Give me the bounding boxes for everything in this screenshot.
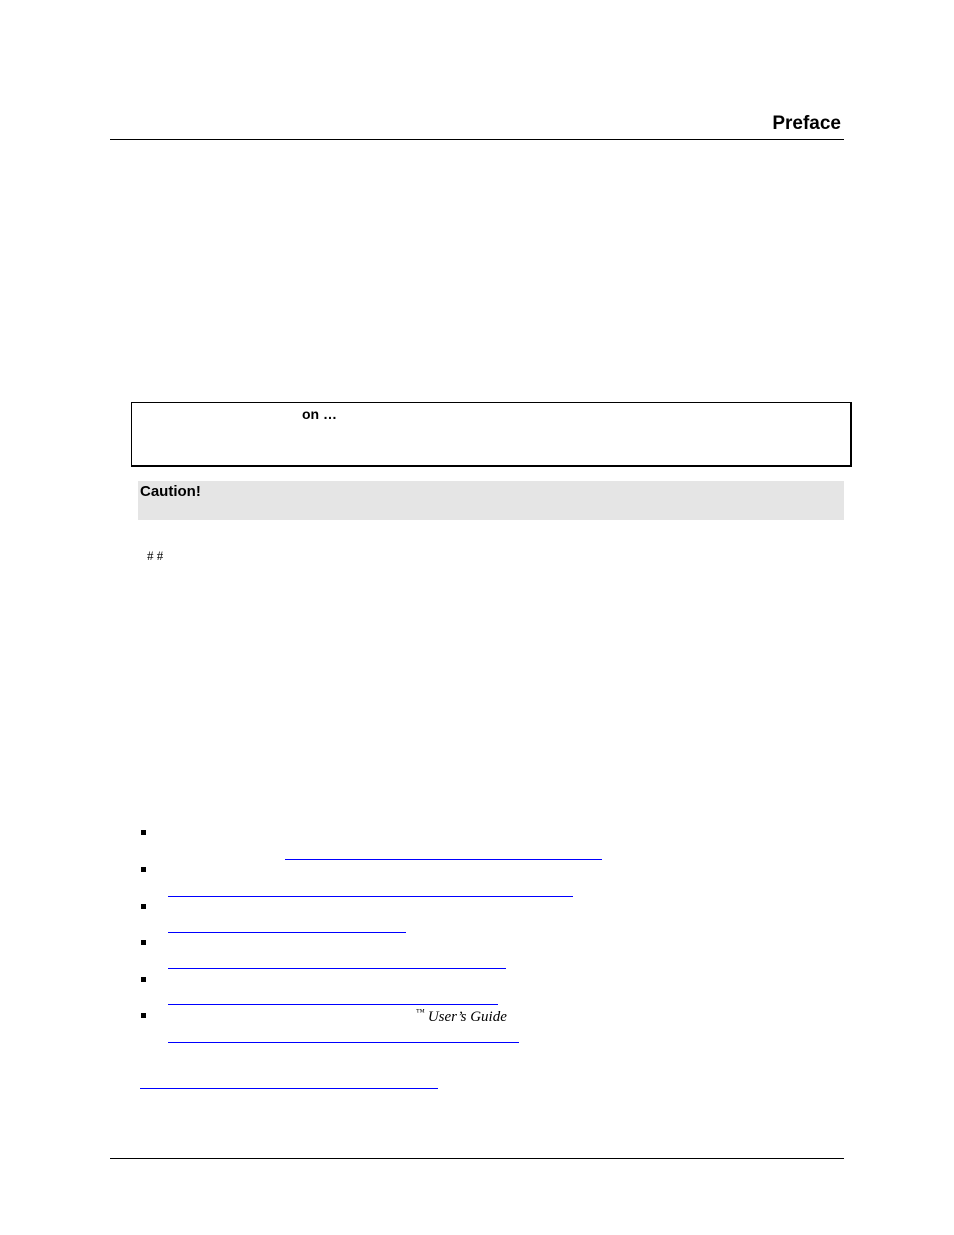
list-item-link[interactable] [168,968,506,969]
users-guide-text [416,1007,507,1026]
caution-box [138,481,844,520]
bullet-icon [141,977,146,982]
info-box [131,402,852,467]
info-box-heading: on … [302,406,337,422]
users-guide-label: User’s Guide [427,1009,507,1025]
footer-link[interactable] [140,1088,438,1089]
caution-label: Caution! [140,483,201,500]
list-item-link[interactable] [285,859,602,860]
bullet-icon [141,1013,146,1018]
bullet-icon [141,904,146,909]
hash-text: # # [147,548,164,563]
header-rule [110,139,844,140]
bullet-icon [141,830,146,835]
list-item-link[interactable] [168,896,573,897]
page-header-title: Preface [772,113,841,134]
bullet-icon [141,940,146,945]
list-item-link[interactable] [168,932,406,933]
bullet-icon [141,867,146,872]
list-item-link[interactable] [168,1042,519,1043]
list-item-link[interactable] [168,1004,498,1005]
trademark-symbol: ™ [416,1007,425,1017]
footer-rule [110,1158,844,1159]
